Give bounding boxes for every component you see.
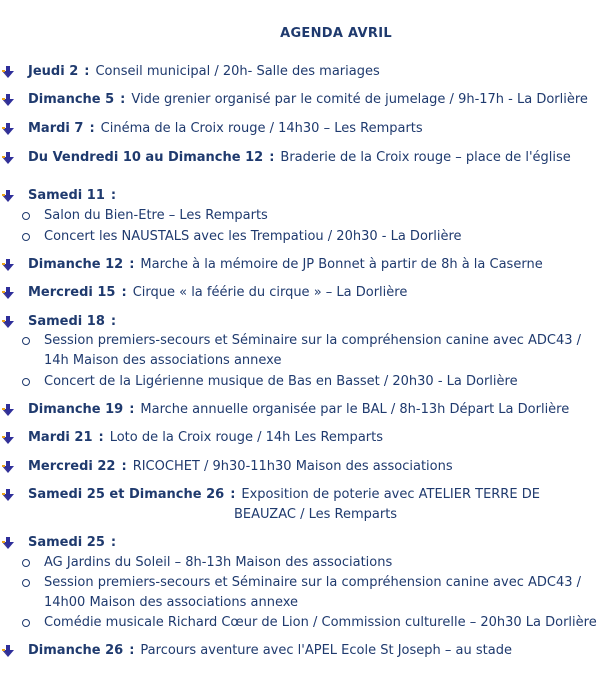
item-date: Mercredi 22 xyxy=(28,459,116,474)
arrow-down-bullet-icon xyxy=(1,315,15,329)
item-text: Conseil municipal / 20h- Salle des mariages xyxy=(95,64,380,79)
arrow-down-bullet-icon xyxy=(1,93,15,107)
arrow-down-bullet-icon xyxy=(1,189,15,203)
circle-bullet-icon xyxy=(22,233,30,241)
item-date: Samedi 25 et Dimanche 26 xyxy=(28,487,225,502)
circle-bullet-icon xyxy=(22,212,30,220)
item-date: Mardi 21 xyxy=(28,430,93,445)
arrow-down-bullet-icon xyxy=(1,403,15,417)
arrow-down-bullet-icon xyxy=(1,536,15,550)
item-date: Dimanche 19 xyxy=(28,402,124,417)
item-text: Cirque « la féérie du cirque » – La Dorlière xyxy=(132,285,408,300)
circle-bullet-icon xyxy=(22,559,30,567)
item-text: Exposition de poterie avec ATELIER TERRE DE xyxy=(241,487,540,502)
arrow-down-bullet-icon xyxy=(1,151,15,165)
item-date: Du Vendredi 10 au Dimanche 12 xyxy=(28,150,264,165)
item-text-continuation: BEAUZAC / Les Remparts xyxy=(234,507,398,522)
item-date: Samedi 18 xyxy=(28,314,105,329)
item-text: RICOCHET / 9h30-11h30 Maison des associations xyxy=(132,459,453,474)
circle-bullet-icon xyxy=(22,378,30,386)
circle-bullet-icon xyxy=(22,619,30,627)
arrow-down-bullet-icon xyxy=(1,122,15,136)
item-date: Mardi 7 xyxy=(28,121,84,136)
item-text: Braderie de la Croix rouge – place de l'église xyxy=(280,150,571,165)
item-text: Loto de la Croix rouge / 14h Les Remparts xyxy=(109,430,383,445)
item-text: Vide grenier organisé par le comité de jumelage / 9h-17h - La Dorlière xyxy=(131,92,588,107)
item-date: Dimanche 12 xyxy=(28,257,124,272)
item-text: Cinéma de la Croix rouge / 14h30 – Les Remparts xyxy=(100,121,423,136)
arrow-down-bullet-icon xyxy=(1,431,15,445)
item-text: Marche annuelle organisée par le BAL / 8h-13h Départ La Dorlière xyxy=(140,402,570,417)
arrow-down-bullet-icon xyxy=(1,460,15,474)
item-text: Marche à la mémoire de JP Bonnet à partir de 8h à la Caserne xyxy=(140,257,543,272)
item-date: Jeudi 2 xyxy=(28,64,79,79)
item-date: Dimanche 5 xyxy=(28,92,115,107)
page-title: AGENDA AVRIL xyxy=(280,26,392,41)
item-text: Parcours aventure avec l'APEL Ecole St Joseph – au stade xyxy=(140,643,512,658)
arrow-down-bullet-icon xyxy=(1,644,15,658)
item-date: Samedi 25 xyxy=(28,535,105,550)
arrow-down-bullet-icon xyxy=(1,488,15,502)
arrow-down-bullet-icon xyxy=(1,65,15,79)
arrow-down-bullet-icon xyxy=(1,286,15,300)
item-date: Dimanche 26 xyxy=(28,643,124,658)
arrow-down-bullet-icon xyxy=(1,258,15,272)
item-date: Mercredi 15 xyxy=(28,285,116,300)
circle-bullet-icon xyxy=(22,579,30,587)
item-date: Samedi 11 xyxy=(28,188,105,203)
circle-bullet-icon xyxy=(22,337,30,345)
